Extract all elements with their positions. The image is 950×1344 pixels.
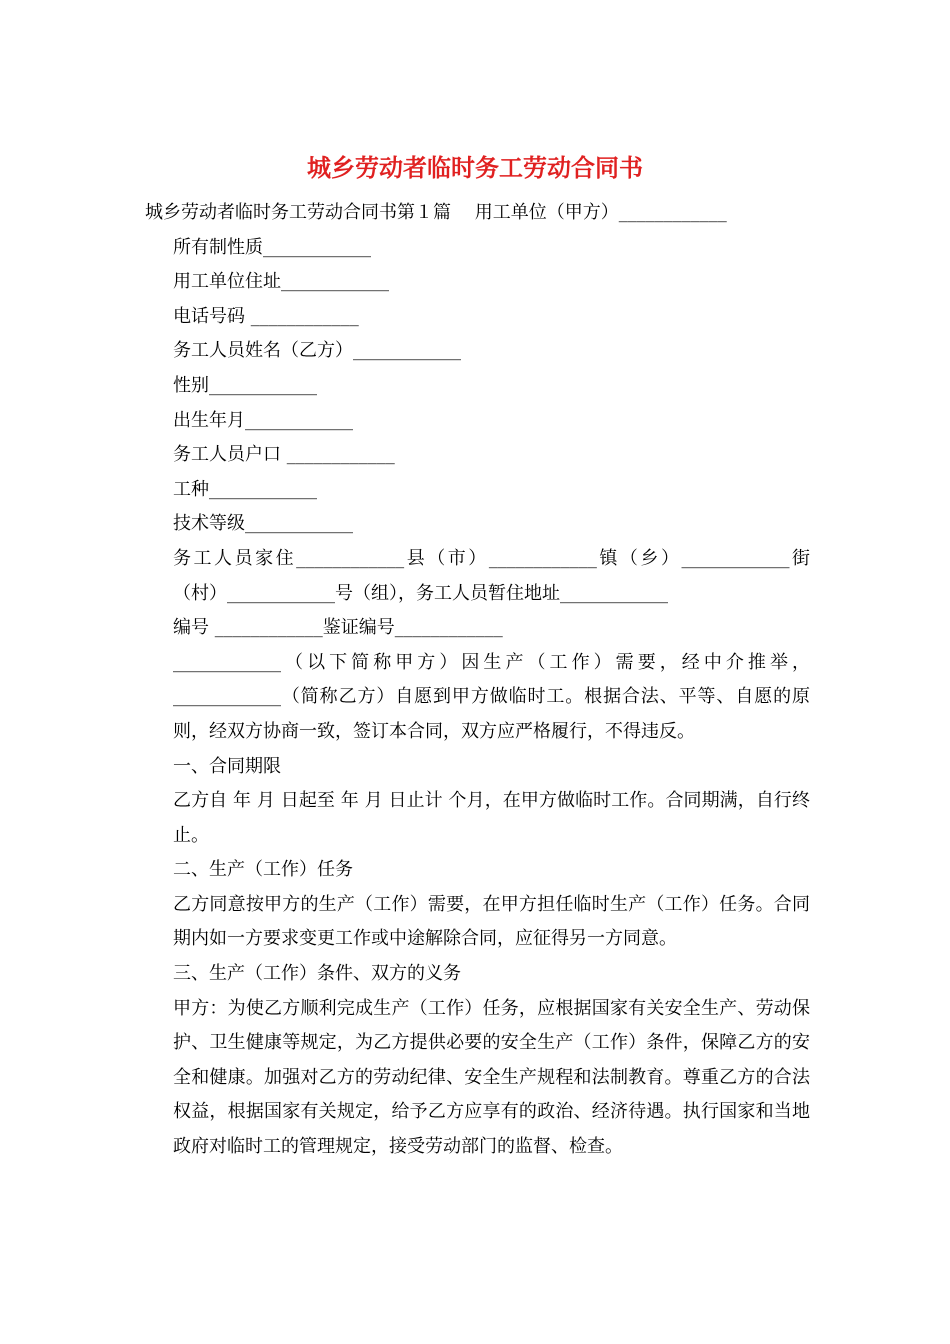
- field-household: 务工人员户口 ____________: [173, 444, 395, 466]
- section-heading-term: 一、合同期限: [173, 755, 281, 777]
- document-body: [145, 196, 810, 1165]
- field-ownership: 所有制性质____________: [173, 236, 371, 258]
- paragraph-party-a-duties: 甲方：为使乙方顺利完成生产（工作）任务，应根据国家有关安全生产、劳动保护、卫生健康等规定，为乙方提供必要的安全生产（工作）条件，保障乙方的安全和健康。加强对乙方的劳动纪律、安全生产规程和法制教育。尊重乙方的合法权益，根据国家有关规定，给予乙方应享有的政治、经济待遇。执行国家和当地政府对临时工的管理规定，接受劳动部门的监督、检查。: [173, 997, 810, 1158]
- section-heading-task: 二、生产（工作）任务: [173, 859, 353, 881]
- field-phone: 电话号码 ____________: [173, 305, 359, 327]
- intro-line: 城乡劳动者临时务工劳动合同书第１篇 用工单位（甲方）____________: [145, 202, 727, 223]
- field-numbers: 编号 ____________鉴证编号____________: [173, 617, 503, 639]
- field-worker-name: 务工人员姓名（乙方）____________: [173, 340, 461, 362]
- field-skill-level: 技术等级____________: [173, 513, 353, 535]
- field-job-type: 工种____________: [173, 478, 317, 500]
- field-birth-date: 出生年月____________: [173, 409, 353, 431]
- field-gender: 性别____________: [173, 374, 317, 396]
- preamble-paragraph: ____________（以下简称甲方）因生产（工作）需要，经中介推举，____________（简称乙方）自愿到甲方做临时工。根据合法、平等、自愿的原则，经双方协商一致，签订本合同，双方应严格履行，不得违反。: [173, 651, 810, 742]
- paragraph-term: 乙方自 年 月 日起至 年 月 日止计 个月，在甲方做临时工作。合同期满，自行终止。: [173, 790, 810, 846]
- field-employer-address: 用工单位住址____________: [173, 271, 389, 293]
- document-title: 城乡劳动者临时务工劳动合同书: [307, 153, 643, 182]
- section-heading-conditions: 三、生产（工作）条件、双方的义务: [173, 963, 461, 985]
- paragraph-task: 乙方同意按甲方的生产（工作）需要，在甲方担任临时生产（工作）任务。合同期内如一方要求变更工作或中途解除合同，应征得另一方同意。: [173, 893, 810, 950]
- field-home-address: 务工人员家住____________县（市）____________镇（乡）____________街（村）____________号（组），务工人员暂住地址____________: [173, 547, 810, 604]
